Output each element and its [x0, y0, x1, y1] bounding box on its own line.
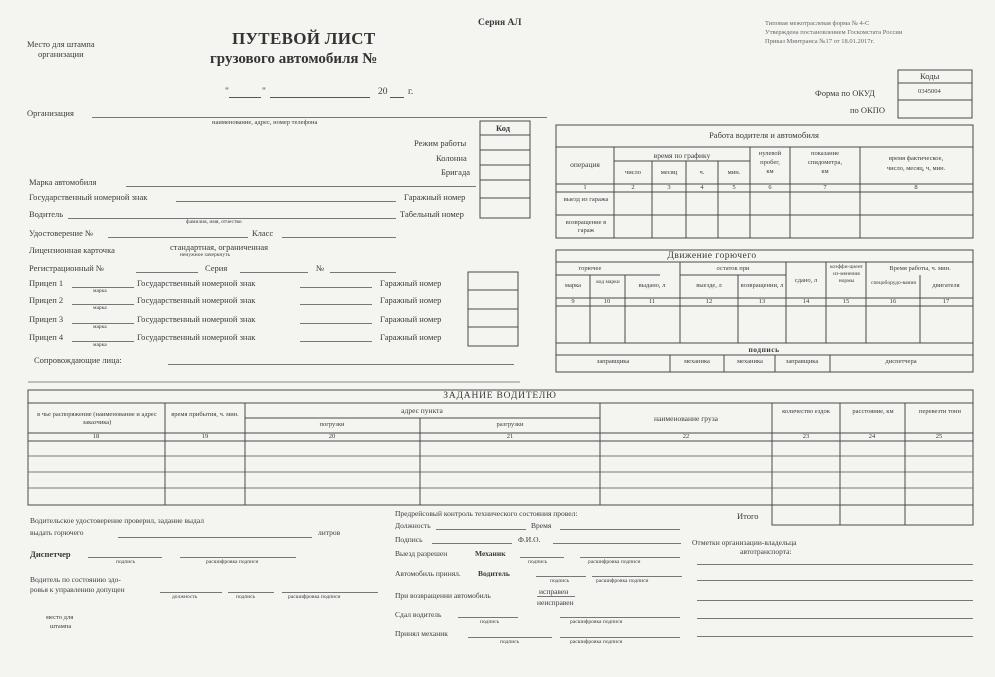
- mechanic-decode-line[interactable]: [580, 557, 680, 558]
- fuel-table-title: Движение горючего: [667, 251, 757, 261]
- work-row-out: выезд из гаража: [563, 196, 609, 203]
- fuel-num-13: 13: [758, 298, 766, 305]
- date-quote-open: ": [225, 87, 229, 97]
- task-tons-header: перевезти тонн: [919, 408, 961, 415]
- footer-health-2: ровья к управлению допущен: [30, 585, 125, 594]
- date-year-prefix: 20: [378, 87, 388, 97]
- tab-no-label: Табельный номер: [400, 209, 464, 219]
- license-line[interactable]: [108, 237, 248, 238]
- work-min-header: мин.: [727, 169, 741, 176]
- fuel-sig-col-4: заправщика: [785, 358, 819, 365]
- fuel-mark-header: марка: [564, 282, 582, 289]
- health-decode-hint: расшифровка подписи: [288, 594, 341, 600]
- work-num-7: 7: [823, 184, 827, 191]
- work-odo-2: спидометра,: [808, 159, 842, 166]
- page-subtitle: грузового автомобиля №: [210, 51, 378, 67]
- org-code-box: [480, 121, 530, 218]
- owner-line-1[interactable]: [697, 564, 973, 565]
- health-sign-line[interactable]: [228, 592, 274, 593]
- fio-hint: фамилия, имя, отчество: [186, 219, 242, 225]
- form-note-3: Приказ Минтранса №17 от 18.01.2017г.: [765, 38, 875, 45]
- fuel-worktime-header: Время работы, ч. мин.: [889, 265, 951, 272]
- trailer-3-plate-label: Государственный номерной знак: [137, 314, 256, 324]
- task-num-18: 18: [92, 433, 100, 440]
- footer-health-1: Водитель по состоянию здо-: [30, 575, 121, 584]
- form-note-2: Утверждена постановлением Госкомстата России: [765, 29, 903, 36]
- health-sign-hint: подпись: [236, 594, 256, 600]
- precheck-fio-line[interactable]: [553, 543, 681, 544]
- trailer-2-plate-line[interactable]: [300, 304, 372, 305]
- work-zero-1: нулевой: [758, 150, 782, 157]
- task-num-21: 21: [506, 433, 514, 440]
- task-num-24: 24: [868, 433, 876, 440]
- driver-decode-hint: расшифровка подписи: [596, 578, 649, 584]
- dispatcher-decode-hint: расшифровка подписи: [206, 559, 259, 565]
- work-operation-header: операция: [570, 160, 600, 169]
- driver-sign-line[interactable]: [536, 576, 586, 577]
- date-month-line[interactable]: [270, 97, 370, 98]
- footer-checked: Водительское удостоверение проверил, задание выдал: [30, 516, 204, 525]
- work-num-1: 1: [583, 184, 587, 191]
- handed-decode-hint: расшифровка подписи: [570, 619, 623, 625]
- owner-line-4[interactable]: [697, 618, 973, 619]
- fuel-code-header: код марки: [596, 279, 620, 285]
- okud-label: Форма по ОКУД: [815, 88, 875, 98]
- owner-marks-2: автотранспорта:: [740, 547, 792, 556]
- work-table-title: Работа водителя и автомобиля: [709, 130, 819, 140]
- work-num-2: 2: [631, 184, 635, 191]
- driver-sign-hint: подпись: [550, 578, 570, 584]
- fuel-signature-header: подпись: [748, 345, 780, 354]
- health-decode-line[interactable]: [282, 592, 378, 593]
- trailer-2-plate-label: Государственный номерной знак: [137, 295, 256, 305]
- trailer-4-mark-hint: марка: [93, 342, 107, 348]
- footer-precheck: Предрейсовый контроль технического состояния провел:: [395, 509, 578, 518]
- task-table-title: ЗАДАНИЕ ВОДИТЕЛЮ: [443, 391, 557, 401]
- footer-faulty[interactable]: неисправен: [537, 598, 574, 607]
- work-day-header: число: [624, 169, 642, 176]
- work-actual-1: время фактическое,: [888, 155, 944, 162]
- class-label: Класс: [252, 228, 274, 238]
- no-line[interactable]: [330, 272, 396, 273]
- no-sign: №: [316, 263, 325, 273]
- task-address-header: адрес пункта: [401, 406, 443, 415]
- trailer-1-plate-line[interactable]: [300, 287, 372, 288]
- trailer-2-label: Прицеп 2: [29, 295, 64, 305]
- mechanic-sign-hint: подпись: [528, 559, 548, 565]
- footer-driver: Водитель: [478, 569, 510, 578]
- trailer-4-label: Прицеп 4: [29, 332, 64, 342]
- trailer-3-label: Прицеп 3: [29, 314, 64, 324]
- fuel-sig-col-1: заправщика: [596, 358, 630, 365]
- precheck-pos-line[interactable]: [436, 529, 526, 530]
- task-arrival-header: время прибытия, ч. мин.: [171, 411, 239, 418]
- fuel-sig-col-3: механика: [737, 358, 763, 365]
- escort-label: Сопровождающие лица:: [34, 355, 122, 365]
- footer-on-return: При возвращении автомобиль: [395, 591, 491, 600]
- work-zero-2: пробег,: [760, 159, 780, 166]
- fuel-sig-col-5: диспетчера: [885, 358, 917, 365]
- task-num-20: 20: [328, 433, 336, 440]
- work-num-5: 5: [732, 184, 736, 191]
- series-label: Серия АЛ: [478, 18, 522, 28]
- work-num-6: 6: [768, 184, 772, 191]
- fuel-coef-header: коэффи-циент из-менения нормы: [829, 264, 864, 284]
- precheck-sign-line[interactable]: [432, 543, 512, 544]
- license-label: Удостоверение №: [29, 228, 94, 238]
- brand-label: Марка автомобиля: [29, 177, 97, 187]
- task-cargo-header: наименование груза: [654, 414, 718, 423]
- footer-stamp-1: место для: [46, 614, 74, 621]
- dispatcher-decode-line[interactable]: [180, 557, 296, 558]
- driver-label: Водитель: [29, 209, 64, 219]
- trailer-1-garage-label: Гаражный номер: [380, 278, 442, 288]
- page-title: ПУТЕВОЙ ЛИСТ: [232, 29, 376, 48]
- owner-line-2[interactable]: [697, 580, 973, 581]
- owner-line-5[interactable]: [697, 636, 973, 637]
- fuel-issued-header: выдано, л: [638, 282, 666, 289]
- work-table-frame: [556, 125, 973, 238]
- trailer-1-label: Прицеп 1: [29, 278, 64, 288]
- precheck-time-line[interactable]: [560, 529, 680, 530]
- work-hours-header: ч.: [699, 169, 705, 176]
- org-code-title: Код: [496, 123, 511, 133]
- footer-liters: литров: [318, 528, 341, 537]
- work-schedule-header: время по графику: [653, 151, 711, 160]
- fuel-handed-header: сдано, л: [794, 277, 818, 284]
- work-row-in: возвращение в гараж: [565, 219, 607, 234]
- footer-sign-label: Подпись: [395, 535, 423, 544]
- series-field-label: Серия: [205, 263, 228, 273]
- state-plate-label: Государственный номерной знак: [29, 192, 148, 202]
- total-row-box: [772, 505, 973, 525]
- work-actual-2: число, месяц, ч, мин.: [886, 165, 946, 172]
- trailer-3-plate-line[interactable]: [300, 323, 372, 324]
- column-label: Колонна: [436, 153, 467, 163]
- trailer-4-garage-label: Гаражный номер: [380, 332, 442, 342]
- okud-value: 0345004: [918, 88, 941, 95]
- codes-title: Коды: [920, 71, 940, 81]
- footer-pos-label: Должность: [395, 521, 431, 530]
- owner-line-3[interactable]: [697, 600, 973, 601]
- footer-mechanic: Механик: [475, 549, 506, 558]
- work-odo-1: показание: [811, 150, 839, 157]
- received-decode-hint: расшифровка подписи: [570, 639, 623, 645]
- footer-handed-driver: Сдал водитель: [395, 610, 442, 619]
- received-sign-line[interactable]: [468, 637, 552, 638]
- working-strike: [537, 596, 575, 597]
- health-position-hint: должность: [172, 594, 198, 600]
- work-odo-3: км: [821, 168, 829, 175]
- org-hint: наименование, адрес, номер телефона: [212, 119, 318, 126]
- fuel-remain-header: остаток при: [716, 265, 750, 272]
- lic-type: стандартная, ограниченная: [170, 242, 269, 252]
- org-line[interactable]: [92, 117, 547, 118]
- handed-sign-line[interactable]: [458, 617, 518, 618]
- work-num-8: 8: [914, 184, 918, 191]
- fuel-return-header: возвращении, л: [740, 282, 784, 289]
- trailer-3-garage-label: Гаражный номер: [380, 314, 442, 324]
- fuel-special-header: спецоборудо-вания: [871, 280, 916, 286]
- trailer-2-mark-hint: марка: [93, 305, 107, 311]
- reg-no-label: Регистрационный №: [29, 263, 104, 273]
- footer-fio-label: Ф.И.О.: [518, 535, 541, 544]
- date-year-g: г.: [408, 87, 414, 97]
- stamp-org-label: организации: [38, 49, 84, 59]
- fuel-num-10: 10: [603, 298, 611, 305]
- task-unloading-header: разгрузки: [496, 421, 524, 428]
- mechanic-decode-hint: расшифровка подписи: [588, 559, 641, 565]
- task-num-19: 19: [201, 433, 209, 440]
- work-num-3: 3: [667, 184, 671, 191]
- footer-received-mech: Принял механик: [395, 629, 448, 638]
- owner-marks-1: Отметки организации-владельца: [692, 538, 797, 547]
- footer-working[interactable]: исправен: [539, 587, 569, 596]
- fuel-num-9: 9: [571, 298, 575, 305]
- footer-stamp-2: штампа: [50, 623, 72, 630]
- fuel-engine-header: двигателя: [932, 282, 960, 289]
- dispatcher-sign-line[interactable]: [88, 557, 162, 558]
- trailer-4-plate-label: Государственный номерной знак: [137, 332, 256, 342]
- footer-dispatcher: Диспетчер: [30, 549, 71, 559]
- footer-fuel-issue: выдать горючего: [30, 528, 84, 537]
- escort-line[interactable]: [168, 364, 514, 365]
- date-day-line[interactable]: [229, 97, 261, 98]
- fuel-num-12: 12: [705, 298, 713, 305]
- state-plate-line[interactable]: [176, 201, 396, 202]
- stamp-place-label: Место для штампа: [27, 39, 95, 49]
- task-distance-header: расстояние, км: [852, 408, 894, 415]
- task-num-23: 23: [802, 433, 810, 440]
- task-loading-header: погрузки: [319, 421, 345, 428]
- trailer-4-plate-line[interactable]: [300, 341, 372, 342]
- task-num-22: 22: [682, 433, 690, 440]
- work-num-4: 4: [700, 184, 704, 191]
- class-line[interactable]: [282, 237, 396, 238]
- lic-card-label: Лицензионная карточка: [29, 245, 115, 255]
- footer-accepted: Автомобиль принял.: [395, 569, 461, 578]
- brand-line[interactable]: [126, 186, 476, 187]
- series-line[interactable]: [240, 272, 308, 273]
- fuel-exit-header: выезде, л: [696, 282, 722, 289]
- form-note-1: Типовая межотраслевая форма № 4-С: [765, 20, 870, 27]
- okpo-field[interactable]: [903, 102, 969, 114]
- handed-decode-line[interactable]: [560, 617, 680, 618]
- fuel-num-11: 11: [648, 298, 656, 305]
- work-month-header: месяц: [660, 169, 678, 176]
- footer-exit-ok: Выезд разрешен: [395, 549, 448, 558]
- fuel-fuel-header: горючее: [578, 265, 602, 272]
- fuel-sig-col-2: механика: [684, 358, 710, 365]
- received-decode-line[interactable]: [560, 637, 680, 638]
- task-num-25: 25: [935, 433, 943, 440]
- work-zero-3: км: [766, 168, 774, 175]
- handed-sign-hint: подпись: [480, 619, 500, 625]
- footer-time-label: Время: [531, 521, 552, 530]
- fuel-num-17: 17: [942, 298, 950, 305]
- fuel-issue-line[interactable]: [118, 537, 312, 538]
- fuel-num-15: 15: [842, 298, 850, 305]
- date-quote-close: ": [262, 87, 266, 97]
- reg-no-line[interactable]: [136, 272, 198, 273]
- task-total-label: Итого: [737, 511, 759, 521]
- garage-no-label: Гаражный номер: [404, 192, 466, 202]
- fuel-num-14: 14: [802, 298, 810, 305]
- brigade-label: Бригада: [441, 167, 471, 177]
- task-customer-header: в чье распоряжение (наименование и адрес заказчика): [37, 411, 157, 426]
- received-sign-hint: подпись: [500, 639, 520, 645]
- fuel-num-16: 16: [889, 298, 897, 305]
- trailer-3-mark-hint: марка: [93, 324, 107, 330]
- trailer-1-mark-hint: марка: [93, 288, 107, 294]
- org-label: Организация: [27, 108, 74, 118]
- mechanic-sign-line[interactable]: [520, 557, 564, 558]
- dispatcher-sign-hint: подпись: [116, 559, 136, 565]
- lic-hint: ненужное зачеркнуть: [180, 252, 231, 258]
- health-position-line[interactable]: [160, 592, 222, 593]
- mode-label: Режим работы: [414, 138, 467, 148]
- date-year-line[interactable]: [390, 97, 404, 98]
- okpo-label: по ОКПО: [850, 105, 886, 115]
- trailer-2-garage-label: Гаражный номер: [380, 295, 442, 305]
- driver-decode-line[interactable]: [592, 576, 682, 577]
- trailer-1-plate-label: Государственный номерной знак: [137, 278, 256, 288]
- task-trips-header: количество ездок: [782, 408, 830, 415]
